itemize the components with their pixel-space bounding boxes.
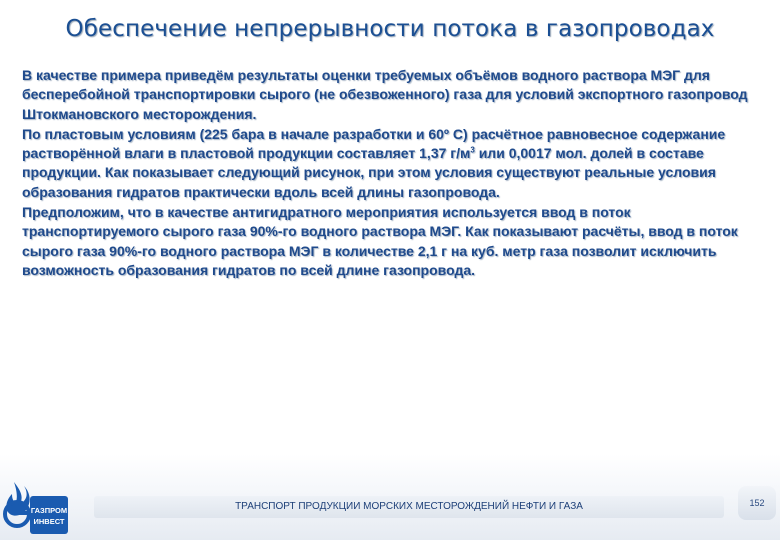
paragraph-2-text: По пластовым условиям (225 бара в начале разработки и 60º С) расчётное равновесное содержание растворённой влаги в пластовой продукции составляет 1,37 г/м — [22, 125, 726, 162]
superscript-3: 3 — [470, 145, 475, 155]
page-number: 152 — [738, 486, 776, 520]
paragraph-2-tail: или 0,0017 мол. долей в составе продукции. Как показывает следующий рисунок, при этом условия существуют реальные условия образования гидратов практически вдоль всей длины газопровода. — [22, 145, 716, 200]
paragraph-3: Предположим, что в качестве антигидратного мероприятия используется ввод в поток транспортируемого сырого газа 90%-го водного раствора МЭГ. Как показывают расчёты, ввод в поток сырого газа 90%-го водного раствора МЭГ в количестве 2,1 г на куб. метр газа позволит исключить возможность образования гидратов по всей длине газопровода. — [22, 204, 738, 278]
gazprom-logo-graphic — [2, 478, 74, 536]
gazprom-logo-icon — [2, 478, 74, 536]
slide-footer — [0, 454, 780, 540]
paragraph-1: В качестве примера приведём результаты оценки требуемых объёмов водного раствора МЭГ для бесперебойной транспортировки сырого (не обезвоженного) газа для условий экспортного газопровод Штокмановского месторождения. — [22, 67, 748, 122]
slide-title: Обеспечение непрерывности потока в газопроводах — [65, 16, 715, 42]
logo-text-line2: ИНВЕСТ — [33, 517, 65, 526]
paragraph-2 — [22, 125, 767, 202]
course-title-bar: ТРАНСПОРТ ПРОДУКЦИИ МОРСКИХ МЕСТОРОЖДЕНИЙ НЕФТИ И ГАЗА — [94, 496, 724, 518]
slide-body — [22, 66, 767, 281]
logo-text-line1: ГАЗПРОМ — [30, 506, 68, 515]
